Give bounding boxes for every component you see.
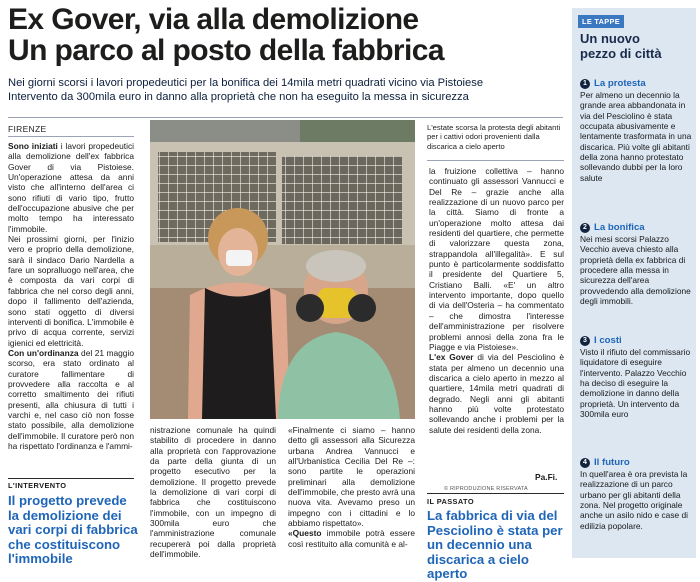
- callout-kicker-passato: IL PASSATO: [427, 497, 474, 506]
- step-number-icon: 3: [580, 336, 590, 346]
- paragraph: Nei prossimi giorni, per l'inizio vero e proprio della demolizione, sarà il sindaco Dario Nardella a fare un sopralluogo nell'area, che è composta da vari corpi di fabbrica che nel corso degli anni, dopo il fallimento dell'azienda, sono stati oggetto di diversi interventi di bonifica. L'immobile è privo di acqua corrente, servizi igienici ed elettricità.: [8, 234, 134, 348]
- step-body: Nei mesi scorsi Palazzo Vecchio aveva chiesto alla proprietà della ex fabbrica di procedere alla messa in sicurezza dell'area provvedendo alla demolizione degli immobili.: [580, 234, 691, 307]
- subhead: [8, 77, 563, 104]
- article-column-2: [150, 425, 276, 559]
- paragraph: nistrazione comunale ha quindi stabilito di procedere in danno alla proprietà con l'approvazione da parte della giunta di un progetto esecutivo per la demolizione. Il progetto prevede la demolizione di vari corpi di fabbrica che costituiscono l'immobile, con un impegno di 300mila euro che l'amministrazione comunale recupererà poi dalla proprietà dell'immobile.: [150, 425, 276, 560]
- step-title: La protesta: [594, 78, 646, 89]
- callout-kicker-intervento: L'INTERVENTO: [8, 481, 67, 490]
- step-body: Per almeno un decennio la grande area abbandonata in via del Pesciolino è stata occupata abusivamente e lentamente trasformata in una discarica. Più volte gli abitanti della zona hanno protestato sollevando dubbi per la loro salute: [580, 90, 692, 183]
- paragraph: [429, 352, 564, 435]
- step-title: I costi: [594, 335, 622, 346]
- step-number-icon: 4: [580, 458, 590, 468]
- top-divider: [8, 117, 563, 118]
- sidebar-tag: LE TAPPE: [578, 15, 624, 28]
- paragraph-text: di via del Pesciolino è stata per almeno un decennio una discarica a cielo aperto in mezzo al quartiere, 14mila metri quadrati di degrado. Negli anni gli abitanti hanno più volte protestato sollevando anche i problemi per la salute dei residenti della zona.: [429, 352, 564, 435]
- headline-line-2: Un parco al posto della fabbrica: [8, 34, 444, 67]
- subhead-line-1: Nei giorni scorsi i lavori propedeutici per la bonifica dei 14mila metri quadrati vicino via Pistoiese: [8, 77, 484, 89]
- lead-in: «Questo: [288, 528, 322, 539]
- paragraph: la fruizione collettiva – hanno continuato gli assessori Vannucci e Del Re – grazie anche alla realizzazione di un nuovo parco per la città. Siamo di fronte a un'operazione molto attesa dai residenti del quartiere, che permette di valorizzare questa zona, strappandola all'illegalità». E sul punto è particolarmente soddisfatto il presidente del Quartiere 5, Cristiano Balli. «E' un altro intervento importante, dopo quello di via dell'Osteria – ha commentato – che dimostra l'interesse dell'amministrazione per risolvere problemi annosi della zona fra le Piagge e via Pistoiese».: [429, 166, 564, 352]
- article-column-3: [288, 425, 415, 549]
- callout-divider: [427, 493, 564, 494]
- subhead-line-2: Intervento da 300mila euro in danno alla proprietà che non ha eseguito la messa in sicurezza: [8, 90, 469, 103]
- article-column-1: [8, 141, 134, 451]
- sidebar-title-line: Un nuovo: [580, 31, 640, 46]
- timeline-sidebar: [572, 8, 696, 558]
- lead-in: L'ex Gover: [429, 352, 474, 363]
- paragraph: «Finalmente ci siamo – hanno detto gli assessori alla Sicurezza urbana Andrea Vannucci e all'Urbanistica Cecilia Del Re –: sono partite le operazioni preliminari alla demolizione dell'immobile, che presto avrà una nuova vita. Avevamo preso un impegno con i cittadini e lo abbiamo rispettato».: [288, 425, 415, 529]
- paragraph-text: del 21 maggio scorso, era stato ordinato al curatore fallimentare di provvedere alla raccolta e al corretto smaltimento dei rifiuti presenti, alla chiusura di tutti i varchi e, nel caso ciò non fosse stato possibile, alla demolizione dell'immobile. Il curatore però non ha rispettato l'ordinanza e l'ammi-: [8, 347, 134, 451]
- callout-passato: La fabbrica di via del Pesciolino è stata per un decennio una discarica a cielo aperto: [427, 508, 563, 582]
- caption-divider: [427, 160, 564, 161]
- lead-in: Sono iniziati: [8, 141, 58, 151]
- sidebar-title: [580, 32, 662, 61]
- step-body: In quell'area è ora prevista la realizzazione di un parco urbano per gli abitanti della zona. Nel progetto originale anche un asilo nido e case di edilizia popolare.: [580, 469, 689, 531]
- copyright-notice: © RIPRODUZIONE RISERVATA: [444, 486, 528, 492]
- step-number-icon: 1: [580, 79, 590, 89]
- callout-intervento: Il progetto prevede la demolizione dei vari corpi di fabbrica che costituiscono l'immobile: [8, 493, 138, 567]
- paragraph-text: i lavori propedeutici alla demolizione dell'ex fabbrica Gover di via Pistoiese. Un'operazione attesa da anni visto che all'interno dell'area ci sono rifiuti di vario tipo, frutto dell'occupazione abusive che per molto tempo ha interessato l'immobile.: [8, 141, 134, 234]
- dateline-city: FIRENZE: [8, 124, 47, 134]
- paragraph: [288, 528, 415, 549]
- photo-illustration: [150, 120, 415, 419]
- callout-divider: [8, 478, 134, 479]
- headline-line-1: Ex Gover, via alla demolizione: [8, 3, 419, 36]
- headline: [8, 4, 563, 66]
- sidebar-title-line: pezzo di città: [580, 45, 662, 61]
- paragraph: [8, 141, 134, 234]
- timeline-step: [580, 222, 694, 306]
- step-title: La bonifica: [594, 222, 645, 233]
- article-photo: [150, 120, 415, 419]
- step-number-icon: 2: [580, 223, 590, 233]
- step-body: Visto il rifiuto del commissario liquidatore di eseguire l'intervento. Palazzo Vecchio ha deciso di eseguire la demolizione in danno della proprietà. Un intervento da 300mila euro: [580, 347, 691, 420]
- timeline-step: [580, 78, 694, 183]
- city-divider: [8, 136, 134, 137]
- author-signature: Pa.Fi.: [535, 472, 558, 482]
- paragraph-text: immobile potrà essere così restituito alla comunità e al-: [288, 528, 415, 549]
- photo-caption: L'estate scorsa la protesta degli abitanti per i cattivi odori provenienti dalla discarica a cielo aperto: [427, 123, 561, 151]
- lead-in: Con un'ordinanza: [8, 347, 79, 358]
- timeline-step: [580, 457, 694, 531]
- step-title: Il futuro: [594, 457, 630, 468]
- article-column-4: [429, 166, 564, 435]
- paragraph: [8, 348, 134, 451]
- timeline-step: [580, 335, 694, 419]
